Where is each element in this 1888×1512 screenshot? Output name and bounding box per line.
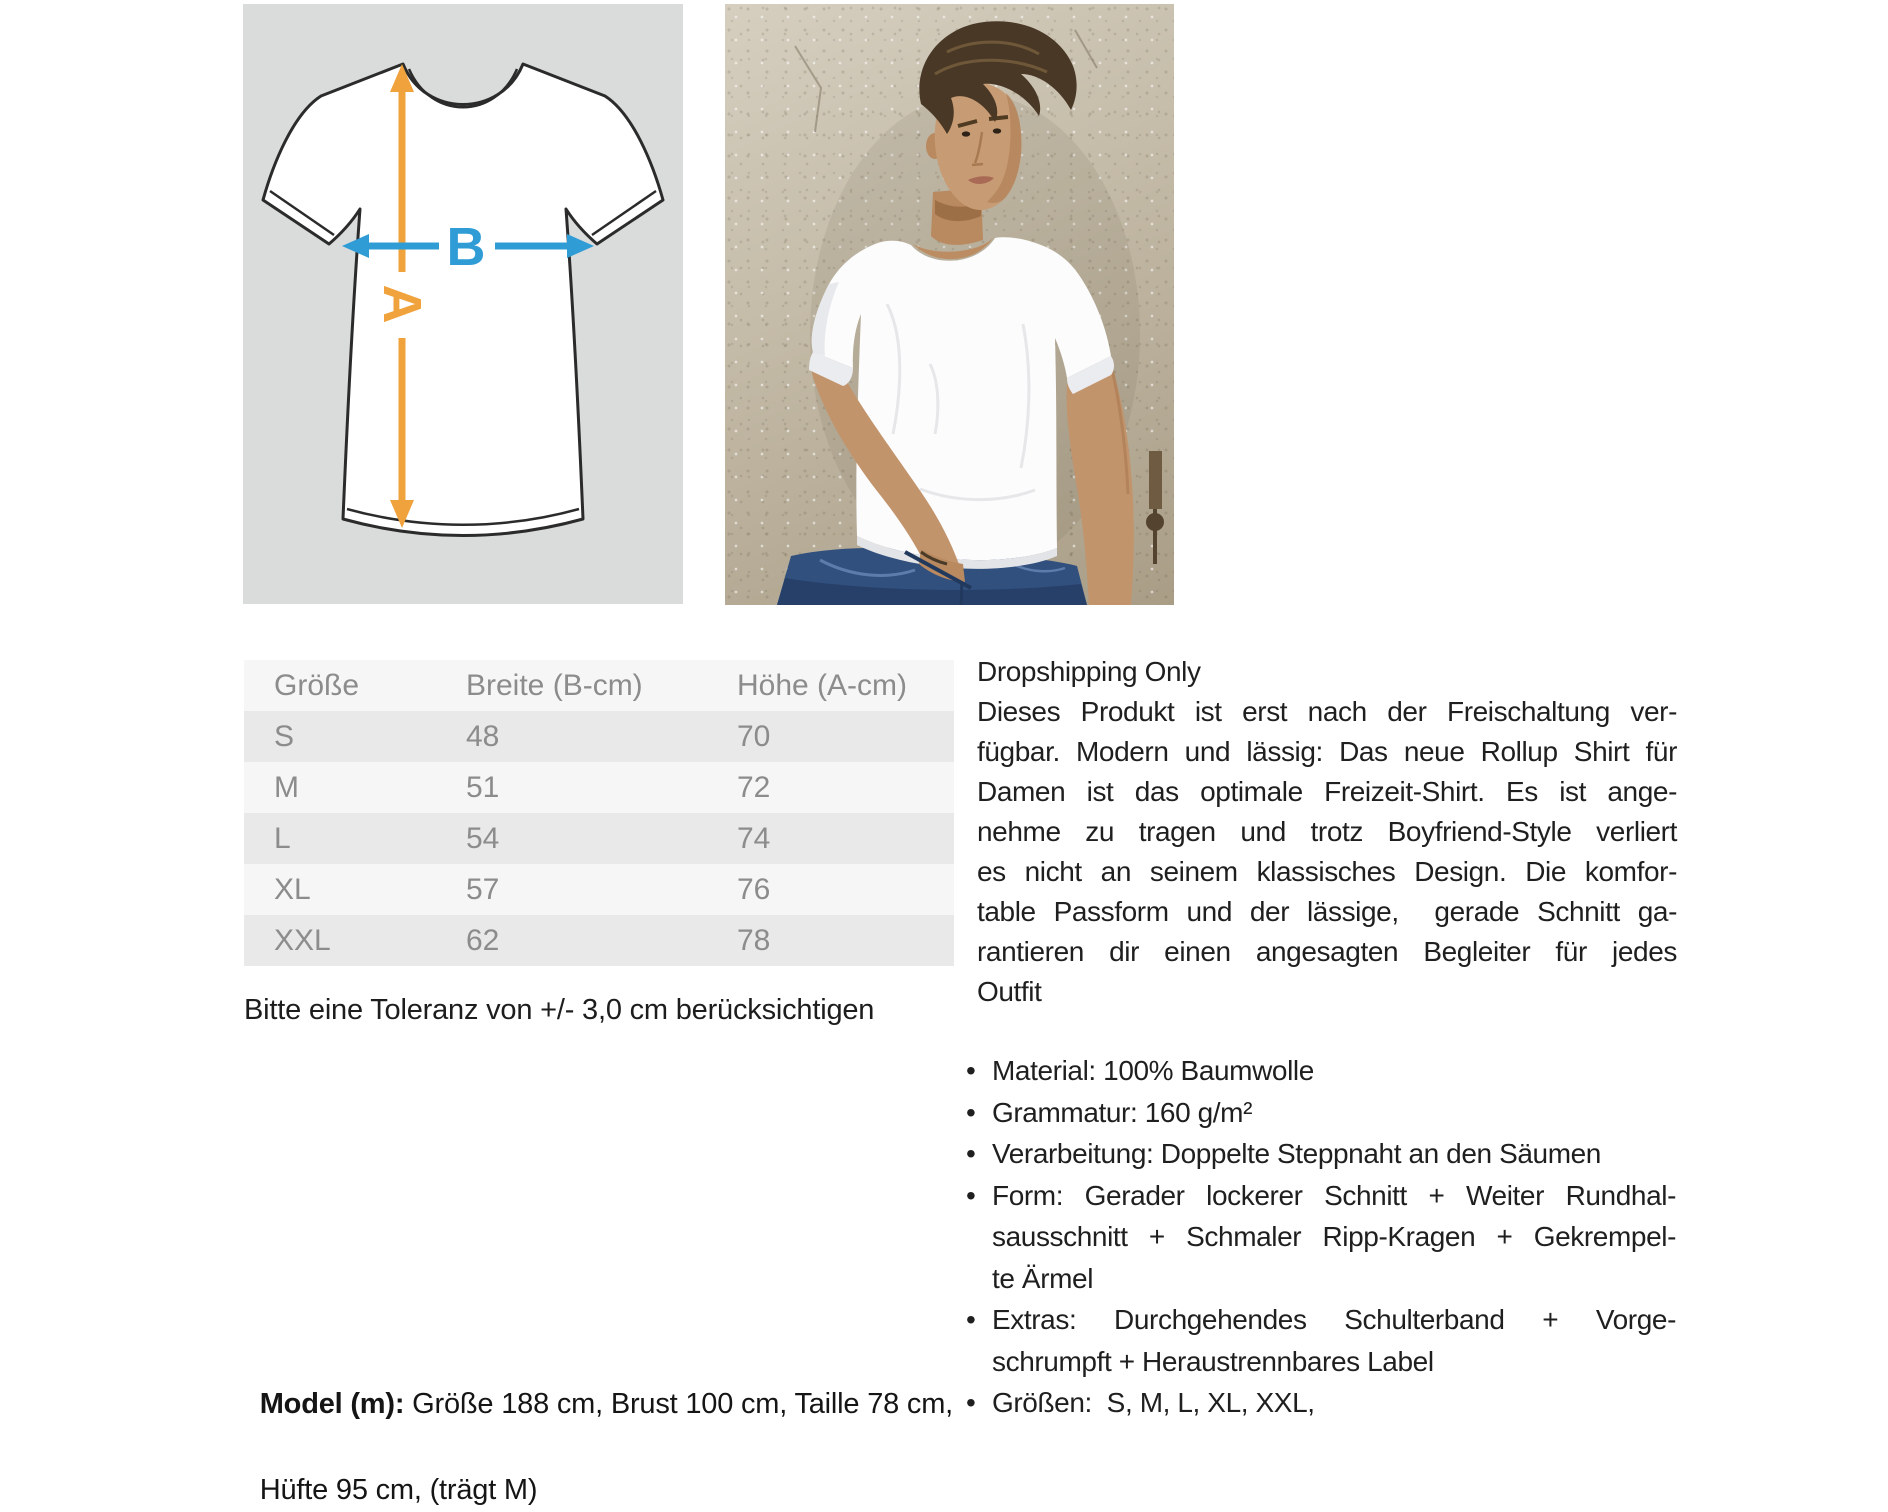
feature-line: Form: Gerader lockerer Schnitt + Weiter Rundhal- xyxy=(992,1179,1676,1211)
feature-text xyxy=(992,1050,1676,1092)
bullet-icon: • xyxy=(966,1387,976,1418)
description-heading: Dropshipping Only xyxy=(977,656,1201,687)
description-line: Damen ist das optimale Freizeit-Shirt. Es ist ange- xyxy=(977,776,1677,807)
feature-line: Extras: Durchgehendes Schulterband + Vorge- xyxy=(992,1304,1676,1335)
wall-fixture xyxy=(1146,451,1164,564)
bullet-icon: • xyxy=(966,1304,976,1335)
description-line: rantieren dir einen angesagten Begleiter für jedes xyxy=(977,936,1677,967)
table-row xyxy=(244,762,954,813)
feature-text xyxy=(992,1092,1676,1134)
cell-size: S xyxy=(274,719,295,753)
table-row xyxy=(244,915,954,966)
description-line: nehme zu tragen und trotz Boyfriend-Style verliert xyxy=(977,816,1677,847)
feature-item xyxy=(966,1175,1676,1300)
feature-item xyxy=(966,1299,1676,1382)
feature-item xyxy=(966,1092,1676,1134)
size-diagram xyxy=(243,4,683,604)
bullet-icon: • xyxy=(966,1179,976,1211)
feature-line: schrumpft + Heraustrennbares Label xyxy=(992,1345,1434,1377)
label-b: B xyxy=(446,217,486,277)
cell-size: XL xyxy=(274,872,311,906)
table-header-row xyxy=(244,660,954,711)
feature-line: Material: 100% Baumwolle xyxy=(992,1055,1314,1086)
feature-line: Verarbeitung: Doppelte Steppnaht an den Säumen xyxy=(992,1138,1601,1169)
col-header-hoehe: Höhe (A-cm) xyxy=(737,668,908,702)
cell-width: 62 xyxy=(466,923,500,957)
description-line: Dieses Produkt ist erst nach der Freischaltung ver- xyxy=(977,696,1677,727)
feature-text xyxy=(992,1299,1676,1382)
feature-text xyxy=(992,1175,1676,1300)
model-info-line1: Größe 188 cm, Brust 100 cm, Taille 78 cm, xyxy=(404,1388,954,1420)
cell-height: 74 xyxy=(737,821,771,855)
cell-width: 57 xyxy=(466,872,500,906)
product-description xyxy=(977,652,1677,1012)
description-line: Outfit xyxy=(977,976,1042,1007)
bullet-icon: • xyxy=(966,1055,976,1086)
description-paragraph xyxy=(977,692,1677,1012)
model-info xyxy=(244,1340,1024,1512)
size-table xyxy=(244,660,954,966)
col-header-groesse: Größe xyxy=(274,668,360,702)
tolerance-note: Bitte eine Toleranz von +/- 3,0 cm berücksichtigen xyxy=(244,994,875,1026)
bullet-icon: • xyxy=(966,1096,976,1128)
description-line: fügbar. Modern und lässig: Das neue Rollup Shirt für xyxy=(977,736,1677,767)
cell-height: 72 xyxy=(737,770,771,804)
cell-height: 70 xyxy=(737,719,771,753)
description-line: table Passform und der lässige, gerade Schnitt ga- xyxy=(977,896,1677,927)
tshirt-outline-graphic xyxy=(243,4,683,604)
table-row xyxy=(244,864,954,915)
feature-item xyxy=(966,1133,1676,1175)
model-illustration xyxy=(725,4,1174,605)
feature-line: te Ärmel xyxy=(992,1262,1094,1294)
label-a: A xyxy=(372,284,432,324)
feature-item xyxy=(966,1050,1676,1092)
cell-size: L xyxy=(274,821,291,855)
product-photo xyxy=(725,4,1174,605)
feature-line: Grammatur: 160 g/m² xyxy=(992,1096,1253,1128)
cell-width: 48 xyxy=(466,719,500,753)
cell-width: 51 xyxy=(466,770,500,804)
bullet-icon: • xyxy=(966,1138,976,1169)
feature-item xyxy=(966,1382,1676,1424)
feature-text xyxy=(992,1382,1676,1424)
cell-height: 76 xyxy=(737,872,771,906)
cell-height: 78 xyxy=(737,923,771,957)
feature-list xyxy=(966,1050,1676,1424)
tshirt-shape xyxy=(263,64,663,536)
feature-line: sausschnitt + Schmaler Ripp-Kragen + Gekrempel- xyxy=(992,1221,1676,1252)
table-row xyxy=(244,813,954,864)
model-info-line2: Hüfte 95 cm, (trägt M) xyxy=(259,1474,538,1506)
model-info-label: Model (m): xyxy=(259,1388,405,1420)
col-header-breite: Breite (B-cm) xyxy=(466,668,643,702)
cell-size: XXL xyxy=(274,923,331,957)
cell-size: M xyxy=(274,770,299,804)
feature-text xyxy=(992,1133,1676,1175)
cell-width: 54 xyxy=(466,821,500,855)
feature-line: Größen: S, M, L, XL, XXL, xyxy=(992,1387,1315,1418)
description-line: es nicht an seinem klassisches Design. Die komfor- xyxy=(977,856,1677,887)
table-row xyxy=(244,711,954,762)
